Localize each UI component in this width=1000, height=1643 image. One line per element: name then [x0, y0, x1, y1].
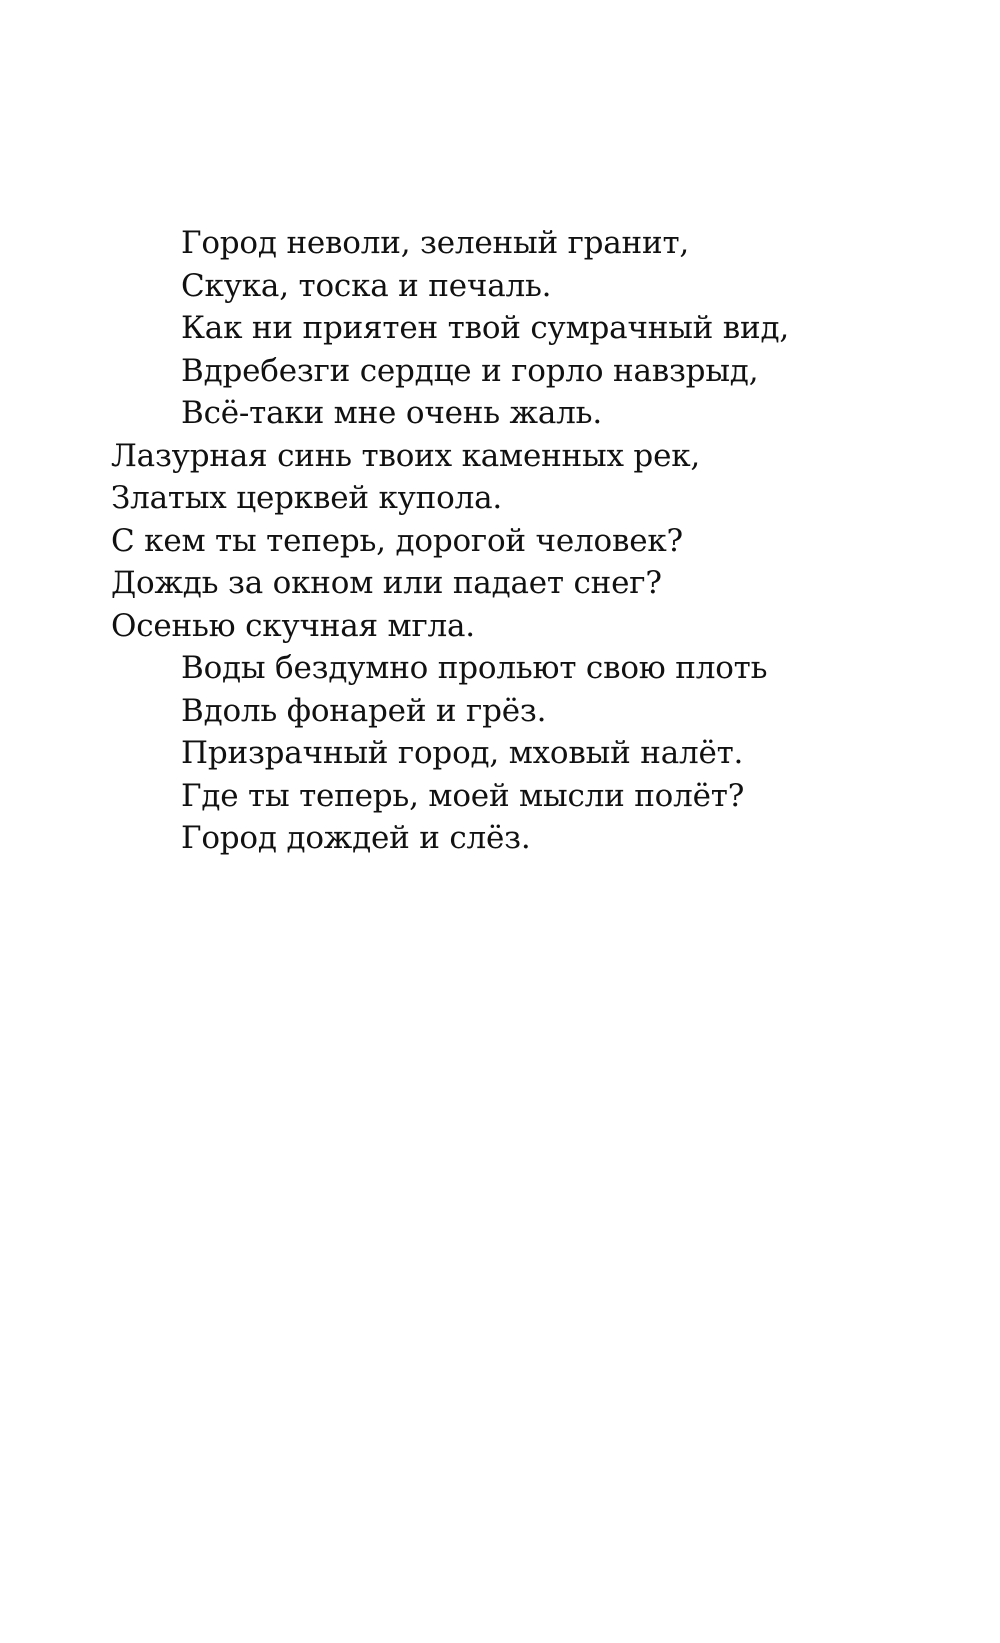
stanza-2 — [111, 435, 931, 648]
poem-line: Златых церквей купола. — [111, 480, 503, 516]
poem-line: Город неволи, зеленый гранит, — [181, 225, 690, 261]
poem-line: Лазурная синь твоих каменных рек, — [111, 437, 701, 474]
poem-line: Призрачный город, мховый налёт. — [181, 735, 744, 771]
poem-line: Дождь за окном или падает снег? — [111, 565, 662, 601]
poem-line: Город дождей и слёз. — [181, 820, 531, 856]
poem-line: С кем ты теперь, дорогой человек? — [111, 522, 683, 559]
poem-line: Вдребезги сердце и горло навзрыд, — [181, 352, 759, 389]
poem-line: Где ты теперь, моей мысли полёт? — [181, 777, 745, 814]
poem-line: Вдоль фонарей и грёз. — [181, 692, 547, 729]
poem — [111, 222, 931, 860]
stanza-3 — [111, 647, 931, 860]
stanza-1 — [111, 222, 931, 435]
poem-line: Скука, тоска и печаль. — [181, 267, 552, 304]
poem-line: Как ни приятен твой сумрачный вид, — [181, 310, 790, 346]
poem-line: Воды бездумно прольют свою плоть — [181, 650, 768, 686]
poem-line: Осенью скучная мгла. — [111, 607, 475, 644]
poem-line: Всё-таки мне очень жаль. — [181, 395, 602, 431]
